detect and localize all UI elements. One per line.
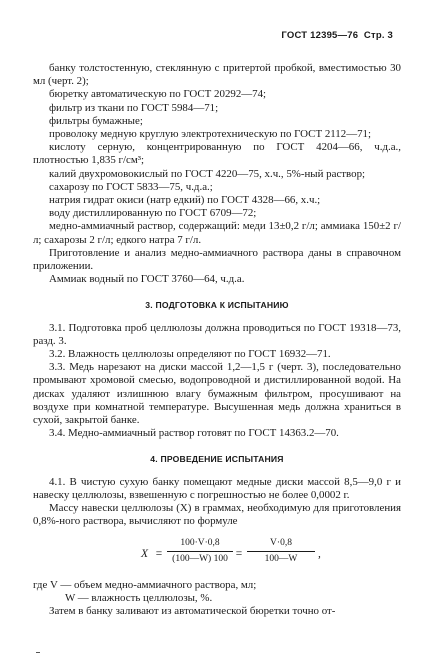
clause-3-4: 3.4. Медно-аммиачный раствор готовят по ГОСТ 14363.2—70. <box>49 427 339 440</box>
page-number: Стр. 3 <box>363 30 393 41</box>
materials-item: фильтр из ткани по ГОСТ 5984—71; <box>49 101 219 114</box>
materials-item: банку толстостенную, стеклянную с притертой пробкой, вместимостью 30 мл (черт. 2); <box>33 62 401 88</box>
formula-intro: Массу навески целлюлозы (X) в граммах, необходимую для приготовления 0,8%-ного раствора, вычисляют по формуле <box>33 502 401 528</box>
mass-formula <box>33 533 401 577</box>
clause-3-2: 3.2. Влажность целлюлозы определяют по ГОСТ 16932—71. <box>49 348 331 361</box>
standard-number: ГОСТ 12395—76 <box>281 30 359 41</box>
formula-fraction-1 <box>167 537 233 566</box>
fraction-1-denominator: (100—W) 100 <box>172 553 228 564</box>
margin-mark <box>36 652 40 653</box>
materials-item: проволоку медную круглую электротехническую по ГОСТ 2112—71; <box>49 128 372 141</box>
materials-item: кислоту серную, концентрированную по ГОСТ 4204—66, ч.д.а., плотностью 1,835 г/см³; <box>33 141 401 167</box>
materials-item: калий двухромовокислый по ГОСТ 4220—75, х.ч., 5%-ный раствор; <box>49 167 366 180</box>
where-moisture: W — влажность целлюлозы, %. <box>65 591 213 604</box>
document-body <box>33 62 401 618</box>
clause-3-1: 3.1. Подготовка проб целлюлозы должна проводиться по ГОСТ 19318—73, разд. 3. <box>33 321 401 347</box>
materials-item: сахарозу по ГОСТ 5833—75, ч.д.а.; <box>49 180 213 193</box>
formula-comma: , <box>318 547 321 560</box>
clause-4-1: 4.1. В чистую сухую банку помещают медные диски массой 8,5—9,0 г и навеску целлюлозы, взвешенную с погрешностью не более 0,0002 г. <box>33 475 401 501</box>
formula-equals: = <box>155 547 163 560</box>
clause-3-3: 3.3. Медь нарезают на диски массой 1,2—1,5 г (черт. 3), последовательно промывают хромовой смесью, водопроводной и дистиллированной водой. На дисках удаляют излишнюю влагу бумажным фильтром, просушивают на воздухе при комнатной температуре. Высушенная медь должна храниться в сухой, закрытой банке. <box>33 361 401 427</box>
fraction-2-numerator: V·0,8 <box>270 537 292 548</box>
where-volume: где V — объем медно-аммиачного раствора, мл; <box>33 578 257 591</box>
materials-item: медно-аммиачный раствор, содержащий: меди 13±0,2 г/л; аммиака 150±2 г/л; сахарозы 2 г/л; едкого натра 7 г/л. <box>33 220 401 246</box>
materials-item: натрия гидрат окиси (натр едкий) по ГОСТ 4328—66, х.ч.; <box>49 194 321 207</box>
formula-lhs: X <box>141 547 149 560</box>
fraction-1-numerator: 100·V·0,8 <box>180 537 220 548</box>
note-paragraph: Аммиак водный по ГОСТ 3760—64, ч.д.а. <box>49 273 245 286</box>
formula-fraction-2 <box>247 537 315 566</box>
note-paragraph: Приготовление и анализ медно-аммиачного раствора даны в справочном приложении. <box>33 246 401 273</box>
section-3-heading: 3. ПОДГОТОВКА К ИСПЫТАНИЮ <box>145 300 289 311</box>
clause-4-1-continued: Затем в банку заливают из автоматической бюретки точно от- <box>49 604 336 617</box>
materials-item: воду дистиллированную по ГОСТ 6709—72; <box>49 207 257 220</box>
materials-item: бюретку автоматическую по ГОСТ 20292—74; <box>49 88 267 101</box>
fraction-2-denominator: 100—W <box>264 553 298 564</box>
section-4-heading: 4. ПРОВЕДЕНИЕ ИСПЫТАНИЯ <box>150 454 284 465</box>
page-header <box>281 30 393 41</box>
materials-item: фильтры бумажные; <box>49 114 143 127</box>
formula-equals: = <box>235 547 243 560</box>
